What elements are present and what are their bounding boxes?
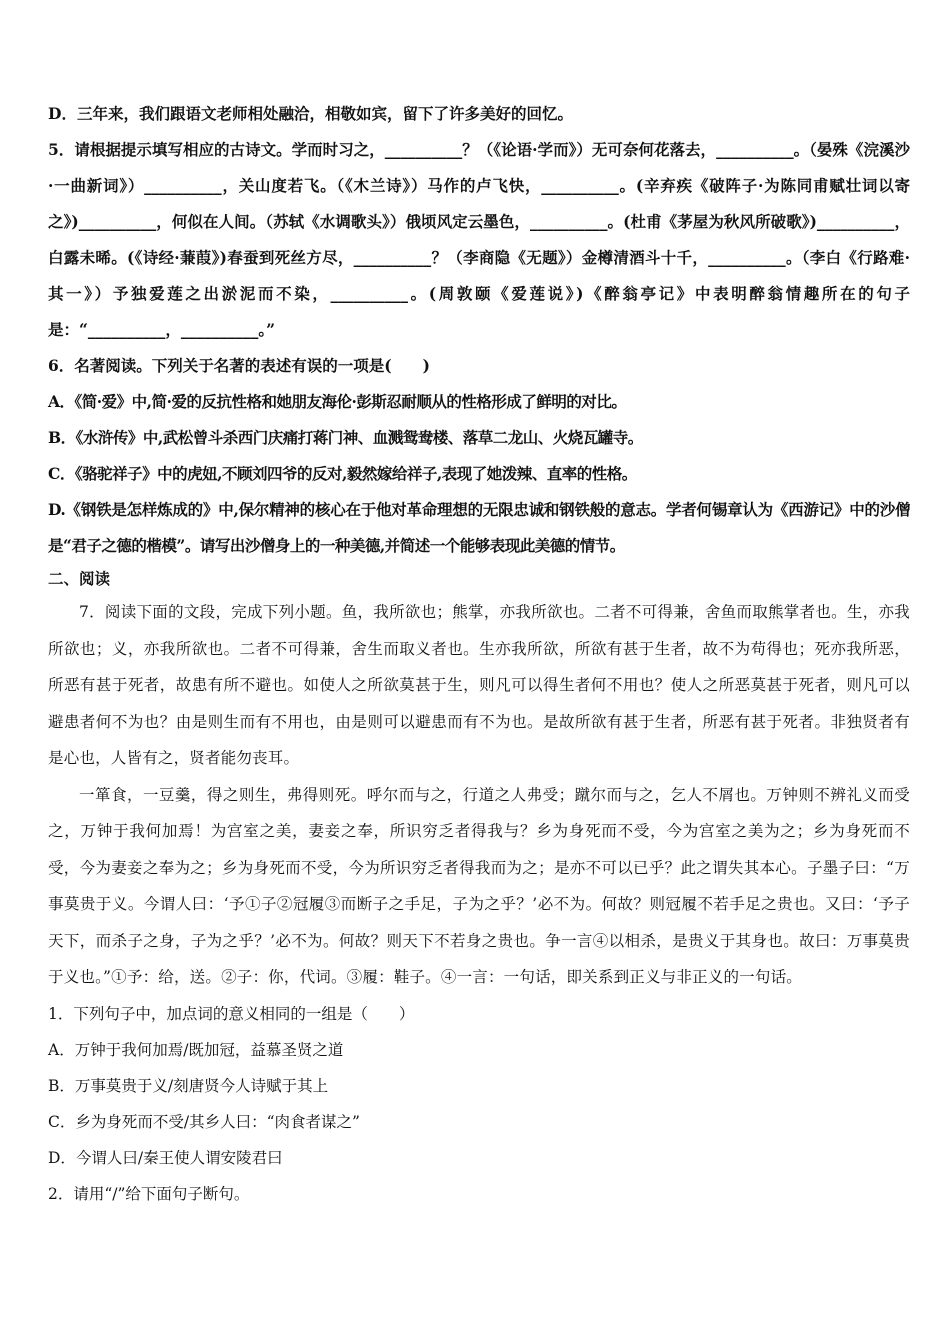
q7-sub1-option-a: A．万钟于我何加焉/既加冠，益慕圣贤之道 — [48, 1040, 344, 1059]
section-heading-reading: 二、阅读 — [48, 569, 111, 588]
q5-fill-in-poems: 5．请根据提示填写相应的古诗文。学而时习之，__________？（《论语·学而》）无可奈何花落去，__________。（晏殊《浣溪沙·一曲新词》）__________，关山度若飞。（《木兰诗》）马作的卢飞快，__________。(辛弃疾《破阵子·为陈同甫赋壮词以寄之》)__________，何似在人间。（苏轼《水调歌头》）俄顷风定云墨色，__________。(杜甫《茅屋为秋风所破歌》)__________，白露未晞。(《诗经·蒹葭》)春蚕到死丝方尽，__________？（李商隐《无题》）金樽清酒斗十千，__________。（李白《行路难·其一》）予独爱莲之出淤泥而不染，__________。(周敦颐《爱莲说》)《醉翁亭记》中表明醉翁情趣所在的句子是：“__________，__________。” — [48, 140, 910, 339]
q7-sub1-option-c: C．乡为身死而不受/其乡人曰：“肉食者谋之” — [48, 1112, 360, 1131]
q7-passage-paragraph-2: 一箪食，一豆羹，得之则生，弗得则死。呼尔而与之，行道之人弗受；蹴尔而与之，乞人不屑也。万钟则不辨礼义而受之，万钟于我何加焉！为宫室之美，妻妾之奉，所识穷乏者得我与？乡为身死而不受，今为宫室之美为之；乡为身死而不受，今为妻妾之奉为之；乡为身死而不受，今为所识穷乏者得我而为之；是亦不可以已乎？此之谓失其本心。子墨子曰：“万事莫贵于义。今谓人曰：‘予①子②冠履③而断子之手足，子为之乎？’必不为。何故？则冠履不若手足之贵也。又曰：‘予子天下，而杀子之身，子为之乎？’必不为。何故？则天下不若身之贵也。争一言④以相杀，是贵义于其身也。故曰：万事莫贵于义也。”①予：给，送。②子：你，代词。③履：鞋子。④一言：一句话，即关系到正义与非正义的一句话。 — [48, 785, 910, 986]
document-page — [48, 96, 910, 1212]
q6-option-d: D.《钢铁是怎样炼成的》中,保尔精神的核心在于他对革命理想的无限忠诚和钢铁般的意志。学者何锡章认为《西游记》中的沙僧是“君子之德的楷模”。请写出沙僧身上的一种美德,并简述一个能够表现此美德的情节。 — [48, 500, 910, 555]
q7-sub1-option-b: B．万事莫贵于义/刻唐贤今人诗赋于其上 — [48, 1076, 329, 1095]
q6-option-a: A．《简·爱》中,简·爱的反抗性格和她朋友海伦·彭斯忍耐顺从的性格形成了鲜明的对比。 — [48, 392, 627, 411]
q6-stem: 6．名著阅读。下列关于名著的表述有误的一项是( ) — [48, 356, 430, 375]
q6-option-b: B．《水浒传》中,武松曾斗杀西门庆痛打蒋门神、血溅鸳鸯楼、落草二龙山、火烧瓦罐寺。 — [48, 428, 643, 447]
q7-sub1-stem: 1．下列句子中，加点词的意义相同的一组是（ ） — [48, 1004, 415, 1023]
q7-sub2-stem: 2．请用“/”给下面句子断句。 — [48, 1184, 250, 1203]
q6-option-c: C．《骆驼祥子》中的虎妞,不顾刘四爷的反对,毅然嫁给祥子,表现了她泼辣、直率的性格。 — [48, 464, 637, 483]
q4-option-d: D．三年来，我们跟语文老师相处融洽，相敬如宾，留下了许多美好的回忆。 — [48, 104, 573, 123]
q7-sub1-option-d: D．今谓人曰/秦王使人谓安陵君曰 — [48, 1148, 283, 1167]
q7-passage-paragraph-1: 7．阅读下面的文段，完成下列小题。鱼，我所欲也；熊掌，亦我所欲也。二者不可得兼，舍鱼而取熊掌者也。生，亦我所欲也；义，亦我所欲也。二者不可得兼，舍生而取义者也。生亦我所欲，所欲有甚于生者，故不为苟得也；死亦我所恶，所恶有甚于死者，故患有所不避也。如使人之所欲莫甚于生，则凡可以得生者何不用也？使人之所恶莫甚于死者，则凡可以避患者何不为也？由是则生而有不用也，由是则可以避患而有不为也。是故所欲有甚于生者，所恶有甚于死者。非独贤者有是心也，人皆有之，贤者能勿丧耳。 — [48, 603, 910, 767]
